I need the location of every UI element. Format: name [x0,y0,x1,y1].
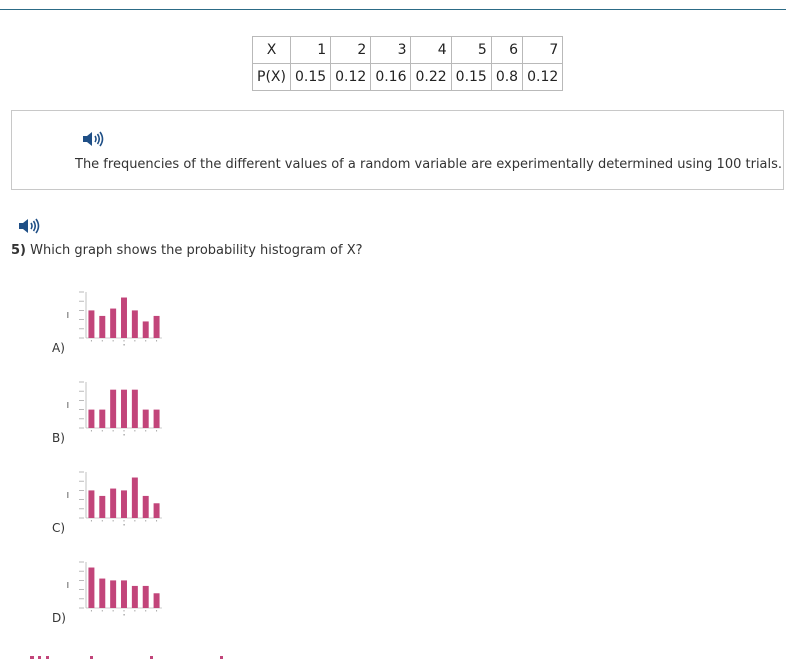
p-value: 0.12 [331,64,371,91]
y-tick-label [79,409,84,410]
histogram-bar [154,593,160,608]
x-tick-label [124,430,125,432]
histogram-bar [132,390,138,428]
histogram-bar [99,316,105,338]
x-tick-label [113,340,114,342]
histogram-bar [154,503,160,518]
option-label[interactable]: C) [52,521,66,535]
histogram-bar [143,410,149,428]
histogram-chart[interactable] [62,286,172,346]
y-tick-label [79,428,84,429]
x-tick-label [91,610,92,612]
histogram-bar [121,490,127,518]
histogram-bar [110,309,116,338]
y-tick-label [79,589,84,590]
info-panel [11,110,784,190]
x-tick-label [145,610,146,612]
top-divider [0,9,786,10]
y-tick-label [79,490,84,491]
histogram-bar [99,579,105,608]
x-tick-label [91,430,92,432]
histogram-bar [99,496,105,518]
x-tick-label [134,520,135,522]
info-text: The frequencies of the different values of a random variable are experimentally determined using 100 trials. [75,157,783,172]
x-tick-label [156,520,157,522]
y-tick-label [79,418,84,419]
x-tick-label [102,610,103,612]
histogram-bar [88,490,94,518]
histogram-bar [143,586,149,608]
p-header: P(X) [253,64,291,91]
histogram-bar [154,410,160,428]
histogram-bar [110,489,116,518]
x-tick-label [124,610,125,612]
histogram-bar [143,321,149,338]
speaker-icon[interactable] [18,218,40,234]
x-tick-label [145,430,146,432]
x-tick-label [156,610,157,612]
x-axis-label [124,344,125,346]
y-axis-label [67,312,69,318]
p-row [253,64,563,91]
histogram-bar [88,568,94,608]
x-tick-label [91,340,92,342]
option-label[interactable]: A) [52,341,65,355]
x-value: 2 [331,37,371,64]
y-tick-label [79,292,84,293]
histogram-bar [99,410,105,428]
histogram-bar [88,310,94,338]
y-tick-label [79,310,84,311]
x-tick-label [113,610,114,612]
y-tick-label [79,338,84,339]
x-tick-label [145,520,146,522]
x-row [253,37,563,64]
y-tick-label [79,508,84,509]
y-tick-label [79,608,84,609]
x-tick-label [113,430,114,432]
histogram-bar [110,580,116,608]
histogram-bar [132,310,138,338]
x-axis-label [124,524,125,526]
histogram-bar [110,390,116,428]
x-tick-label [102,340,103,342]
histogram-chart[interactable] [62,376,172,436]
x-value: 7 [523,37,563,64]
histogram-bar [154,316,160,338]
x-tick-label [124,340,125,342]
x-tick-label [156,430,157,432]
histogram-bar [143,496,149,518]
y-axis-label [67,582,69,588]
x-axis-label [124,614,125,616]
y-tick-label [79,518,84,519]
p-value: 0.12 [523,64,563,91]
distribution-table [252,36,563,91]
x-tick-label [102,430,103,432]
y-tick-label [79,580,84,581]
question-text: Which graph shows the probability histogram of X? [30,243,363,258]
x-value: 4 [411,37,451,64]
histogram-bar [132,586,138,608]
y-tick-label [79,562,84,563]
x-tick-label [134,610,135,612]
y-tick-label [79,481,84,482]
histogram-bar [121,390,127,428]
option-label[interactable]: D) [52,611,66,625]
y-tick-label [79,400,84,401]
histogram-bar [132,478,138,518]
y-tick-label [79,571,84,572]
y-tick-label [79,472,84,473]
p-value: 0.22 [411,64,451,91]
y-axis-label [67,402,69,408]
x-tick-label [134,430,135,432]
x-value: 5 [451,37,491,64]
y-tick-label [79,598,84,599]
y-axis-label [67,492,69,498]
histogram-chart[interactable] [62,556,172,616]
x-value: 3 [371,37,411,64]
option-label[interactable]: B) [52,431,65,445]
x-tick-label [134,340,135,342]
x-value: 6 [491,37,522,64]
histogram-bar [121,298,127,338]
y-tick-label [79,382,84,383]
x-axis-label [124,434,125,436]
histogram-bar [121,580,127,608]
x-tick-label [124,520,125,522]
x-tick-label [102,520,103,522]
p-value: 0.8 [491,64,522,91]
y-tick-label [79,499,84,500]
p-value: 0.15 [451,64,491,91]
y-tick-label [79,328,84,329]
x-tick-label [113,520,114,522]
y-tick-label [79,391,84,392]
question [11,243,363,258]
y-tick-label [79,319,84,320]
x-tick-label [145,340,146,342]
question-number: 5) [11,243,26,258]
speaker-icon[interactable] [82,131,104,147]
x-tick-label [156,340,157,342]
x-tick-label [91,520,92,522]
histogram-bar [88,410,94,428]
p-value: 0.16 [371,64,411,91]
x-value: 1 [290,37,330,64]
p-value: 0.15 [290,64,330,91]
x-header: X [253,37,291,64]
histogram-chart[interactable] [62,466,172,526]
y-tick-label [79,301,84,302]
